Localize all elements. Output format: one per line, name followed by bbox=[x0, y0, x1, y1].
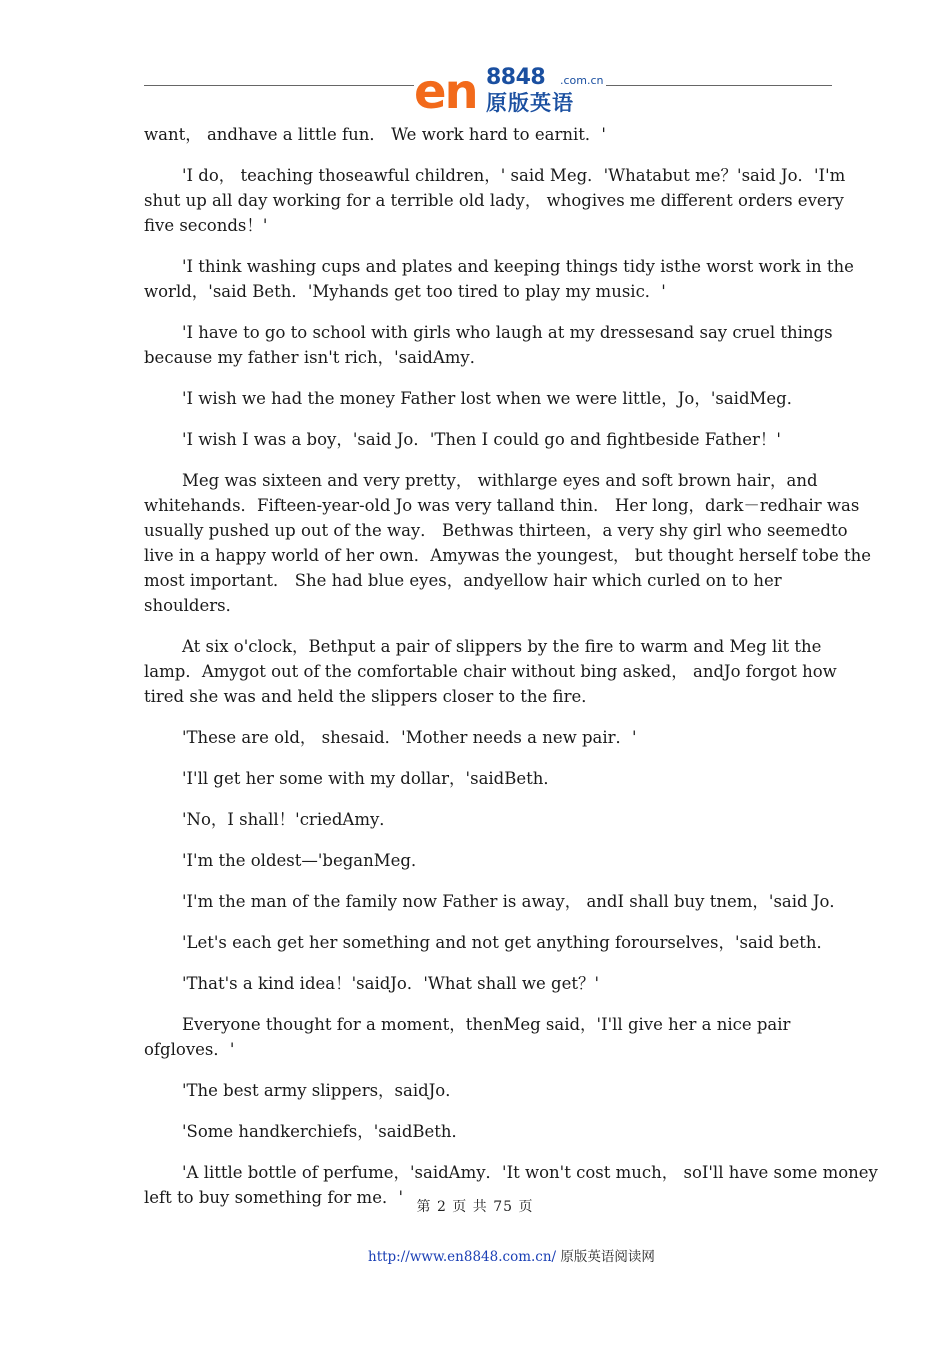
paragraph: 'A little bottle of perfume，'saidAmy．'It won't cost much， soI'll have some money left to buy something for me．' bbox=[144, 1163, 878, 1207]
header-rule-left bbox=[144, 85, 414, 86]
page-footer bbox=[368, 1247, 655, 1267]
header-rule-right bbox=[606, 85, 832, 86]
paragraph: 'No，I shall！'criedAmy． bbox=[182, 810, 396, 829]
footer-site-name: 原版英语阅读网 bbox=[560, 1249, 655, 1265]
paragraph: Everyone thought for a moment，thenMeg said，'I'll give her a nice pair ofgloves．' bbox=[144, 1015, 791, 1059]
paragraph: 'I'm the oldest—'beganMeg． bbox=[182, 851, 428, 870]
paragraph: Meg was sixteen and very pretty， withlarge eyes and soft brown hair，and whitehands．Fifteen-year-old Jo was very talland thin． Her long，dark－redhair was usually pushed up out of the way． Bethwas thirteen，a very shy girl who seemedto live in a happy world of her own．Amywas the youngest， but thought herself tobe the most important． She had blue eyes，andyellow hair which curled on to her shoulders． bbox=[144, 471, 872, 615]
paragraph: At six o'clock，Bethput a pair of slippers by the fire to warm and Meg lit the lamp．Amygot out of the comfortable chair without bing asked， andJo forgot how tired she was and held the slippers closer to the fire． bbox=[144, 637, 837, 706]
page-body bbox=[144, 122, 878, 1226]
paragraph: want， andhave a little fun． We work hard to earnit．' bbox=[144, 125, 606, 144]
paragraph: 'Some handkerchiefs，'saidBeth． bbox=[182, 1122, 469, 1141]
logo-domain: .com.cn bbox=[560, 74, 604, 87]
paragraph: 'I'm the man of the family now Father is away， andI shall buy tnem，'said Jo． bbox=[182, 892, 846, 911]
page-number: 第 2 页 共 75 页 bbox=[416, 1199, 534, 1215]
paragraph: 'That's a kind idea！'saidJo．'What shall we get？' bbox=[182, 974, 600, 993]
logo-letters: en bbox=[414, 64, 477, 120]
paragraph: 'These are old， shesaid．'Mother needs a new pair．' bbox=[182, 728, 637, 747]
paragraph: 'Let's each get her something and not get anything forourselves，'said beth． bbox=[182, 933, 833, 952]
logo-number: 8848 bbox=[486, 65, 546, 90]
paragraph: 'I'll get her some with my dollar，'saidBeth． bbox=[182, 769, 560, 788]
paragraph: 'I wish I was a boy，'said Jo．'Then I could go and fightbeside Father！' bbox=[182, 430, 781, 449]
logo-chinese: 原版英语 bbox=[486, 91, 574, 115]
paragraph: 'I wish we had the money Father lost when we were little，Jo，'saidMeg． bbox=[182, 389, 804, 408]
paragraph: 'I think washing cups and plates and keeping things tidy isthe worst work in the world，'said Beth．'Myhands get too tired to play my music．' bbox=[144, 257, 854, 301]
paragraph: 'I have to go to school with girls who laugh at my dressesand say cruel things because my father isn't rich，'saidAmy． bbox=[144, 323, 833, 367]
site-logo[interactable] bbox=[414, 66, 606, 118]
footer-link[interactable]: http://www.en8848.com.cn/ bbox=[368, 1249, 557, 1265]
paragraph: 'I do， teaching thoseawful children，' said Meg．'Whatabut me？'said Jo．'I'm shut up all day working for a terrible old lady， whogives me different orders every five seconds！' bbox=[144, 166, 846, 235]
paragraph: 'The best army slippers，saidJo． bbox=[182, 1081, 462, 1100]
